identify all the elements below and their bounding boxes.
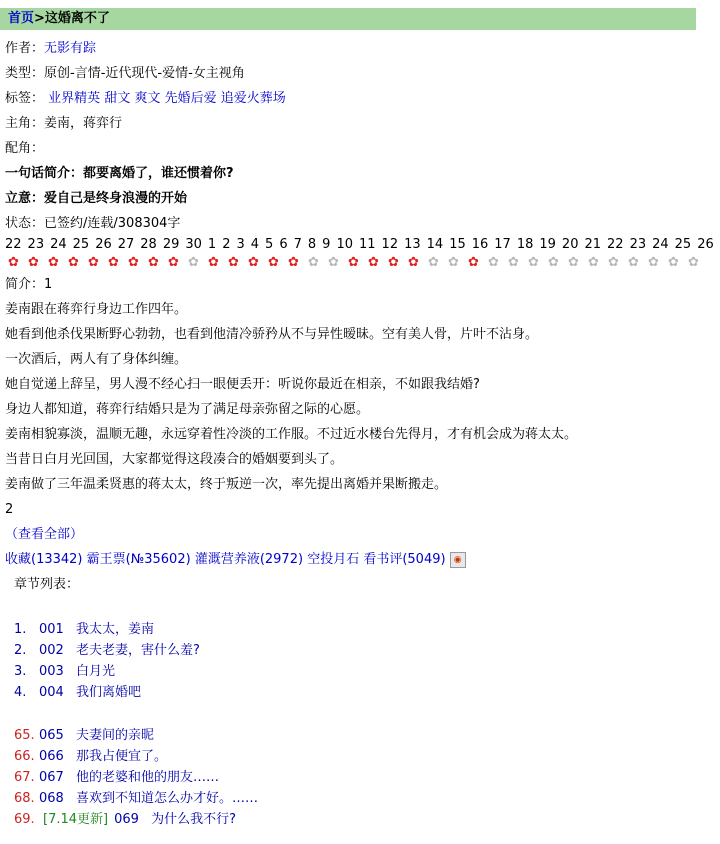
- calendar-day: 10: [336, 237, 353, 252]
- flower-updated-icon: ✿: [368, 255, 379, 270]
- calendar-day: 25: [674, 237, 692, 252]
- intro-paragraph: 她自觉递上辞呈，男人漫不经心扫一眼便丢开：听说你最近在相亲，不如跟我结婚?: [5, 377, 480, 392]
- intro-paragraph: 姜南相貌寡淡，温顺无趣，永远穿着性冷淡的工作服。不过近水楼台先得月，才有机会成为蒋太太。: [5, 427, 578, 442]
- chapter-code[interactable]: 003: [39, 664, 64, 679]
- calendar-day: 22: [607, 237, 624, 252]
- chapter-list-bottom: [0, 725, 696, 830]
- flower-updated-icon: ✿: [108, 255, 119, 270]
- flower-empty-icon: ✿: [548, 255, 559, 270]
- flower-updated-icon: ✿: [208, 255, 219, 270]
- calendar-day: 24: [50, 237, 67, 252]
- calendar-day: 1: [207, 237, 217, 252]
- concept: 立意：爱自己是终身浪漫的开始: [5, 191, 188, 206]
- flower-updated-icon: ✿: [68, 255, 79, 270]
- calendar-day: 6: [279, 237, 288, 252]
- support-row: [0, 136, 696, 161]
- author-label: 作者：: [5, 41, 45, 56]
- chapter-title-link[interactable]: 为什么我不行?: [151, 812, 236, 827]
- calendar-day: 28: [140, 237, 157, 252]
- breadcrumb: [0, 8, 696, 30]
- flower-updated-icon: ✿: [88, 255, 99, 270]
- calendar-day: 8: [307, 237, 317, 252]
- chapter-row[interactable]: [0, 809, 696, 830]
- calendar-day: 15: [449, 237, 466, 252]
- chapter-code[interactable]: 001: [39, 622, 64, 637]
- flower-empty-icon: ✿: [648, 255, 659, 270]
- chapter-number: 69.: [14, 812, 35, 827]
- tag-link[interactable]: 追爱火葬场: [220, 91, 286, 106]
- chapter-row[interactable]: [0, 746, 696, 767]
- overlord-votes-link[interactable]: 霸王票(№35602): [86, 552, 191, 567]
- flower-empty-icon: ✿: [588, 255, 599, 270]
- flower-empty-icon: ✿: [488, 255, 499, 270]
- chapter-row[interactable]: [0, 788, 696, 809]
- chapter-number: 65.: [14, 728, 35, 743]
- calendar-day: 25: [72, 237, 90, 252]
- calendar-day: 11: [359, 237, 376, 252]
- one-line-summary: 一句话简介：都要离婚了，谁还惯着你?: [5, 166, 234, 181]
- chapter-number: 1.: [14, 622, 27, 637]
- lead-row: [0, 111, 696, 136]
- breadcrumb-separator: >: [34, 11, 45, 26]
- genre-label: 类型：: [5, 66, 45, 81]
- calendar-day: 9: [322, 237, 331, 252]
- update-calendar-days: [0, 236, 714, 254]
- chapter-title-link[interactable]: 他的老婆和他的朋友……: [76, 770, 220, 785]
- calendar-day: 26: [95, 237, 112, 252]
- flower-updated-icon: ✿: [128, 255, 139, 270]
- calendar-day: 14: [426, 237, 444, 252]
- flower-updated-icon: ✿: [228, 255, 239, 270]
- flower-empty-icon: ✿: [328, 255, 339, 270]
- calendar-day: 26: [697, 237, 714, 252]
- lead-value: 姜南，蒋弈行: [44, 116, 123, 131]
- flower-updated-icon: ✿: [248, 255, 259, 270]
- calendar-day: 18: [516, 237, 534, 252]
- flower-updated-icon: ✿: [388, 255, 399, 270]
- chapter-number: 2.: [14, 643, 27, 658]
- chapter-title-link[interactable]: 白月光: [76, 664, 116, 679]
- chapter-code[interactable]: 065: [39, 728, 64, 743]
- chapter-row[interactable]: [0, 725, 696, 746]
- flower-empty-icon: ✿: [608, 255, 619, 270]
- chapter-code[interactable]: 004: [39, 685, 64, 700]
- intro-paragraph: 她看到他杀伐果断野心勃勃，也看到他清冷骄矜从不与异性暧昧。空有美人骨，片叶不沾身。: [5, 327, 539, 342]
- flower-updated-icon: ✿: [268, 255, 279, 270]
- chapter-title-link[interactable]: 我们离婚吧: [76, 685, 142, 700]
- calendar-day: 20: [561, 237, 579, 252]
- chapter-row[interactable]: [0, 619, 696, 640]
- tag-link[interactable]: 业界精英: [48, 91, 101, 106]
- calendar-day: 23: [27, 237, 45, 252]
- chapter-number: 3.: [14, 664, 27, 679]
- intro-label: 简介：1: [5, 277, 53, 292]
- flower-updated-icon: ✿: [48, 255, 59, 270]
- chapter-row[interactable]: [0, 767, 696, 788]
- status-row: [0, 211, 696, 236]
- intro-paragraph: 身边人都知道，蒋弈行结婚只是为了满足母亲弥留之际的心愿。: [5, 402, 370, 417]
- genre-row: [0, 61, 696, 86]
- chapter-title-link[interactable]: 夫妻间的亲昵: [76, 728, 155, 743]
- flower-updated-icon: ✿: [168, 255, 179, 270]
- calendar-day: 13: [404, 237, 421, 252]
- calendar-day: 19: [539, 237, 556, 252]
- intro-tail: 2: [5, 502, 14, 517]
- chapter-title-link[interactable]: 喜欢到不知道怎么办才好。……: [76, 791, 259, 806]
- chapter-code[interactable]: 069: [114, 812, 139, 827]
- chapter-code[interactable]: 066: [39, 749, 64, 764]
- intro-body: [0, 297, 696, 497]
- flower-updated-icon: ✿: [8, 255, 19, 270]
- intro-paragraph: 姜南跟在蒋弈行身边工作四年。: [5, 302, 188, 317]
- chapter-code[interactable]: 002: [39, 643, 64, 658]
- chapter-code[interactable]: 067: [39, 770, 64, 785]
- chapter-number: 4.: [14, 685, 27, 700]
- calendar-day: 2: [222, 237, 231, 252]
- flower-empty-icon: ✿: [428, 255, 439, 270]
- support-label: 配角：: [5, 141, 45, 156]
- flower-updated-icon: ✿: [148, 255, 159, 270]
- reviews-link[interactable]: 看书评(5049): [363, 552, 446, 567]
- calendar-day: 3: [236, 237, 245, 252]
- tags-row: [0, 86, 696, 111]
- flower-empty-icon: ✿: [528, 255, 539, 270]
- calendar-day: 29: [162, 237, 180, 252]
- rss-icon[interactable]: ◉: [450, 552, 466, 568]
- flower-empty-icon: ✿: [668, 255, 679, 270]
- calendar-day: 16: [471, 237, 489, 252]
- calendar-day: 17: [494, 237, 511, 252]
- intro-paragraph: 一次酒后，两人有了身体纠缠。: [5, 352, 188, 367]
- tag-link[interactable]: 爽文: [134, 91, 161, 106]
- flower-updated-icon: ✿: [288, 255, 299, 270]
- chapter-list-top: [0, 619, 696, 703]
- intro-paragraph: 当昔日白月光回国，大家都觉得这段凑合的婚姻要到头了。: [5, 452, 344, 467]
- flower-empty-icon: ✿: [628, 255, 639, 270]
- calendar-day: 27: [117, 237, 135, 252]
- view-all-link[interactable]: （查看全部）: [5, 527, 84, 542]
- flower-empty-icon: ✿: [448, 255, 459, 270]
- chapter-row[interactable]: [0, 661, 696, 682]
- author-row: [0, 36, 696, 61]
- nutrient-link[interactable]: 灌溉营养液(2972): [194, 552, 304, 567]
- calendar-day: 12: [381, 237, 399, 252]
- status-label: 状态：: [5, 216, 45, 231]
- tag-link[interactable]: 先婚后爱: [164, 91, 217, 106]
- intro-paragraph: 姜南做了三年温柔贤惠的蒋太太，终于叛逆一次，率先提出离婚并果断搬走。: [5, 477, 448, 492]
- flower-updated-icon: ✿: [348, 255, 359, 270]
- chapter-row[interactable]: [0, 640, 696, 661]
- stats-row: [0, 547, 696, 572]
- lead-label: 主角：: [5, 116, 45, 131]
- flower-updated-icon: ✿: [28, 255, 39, 270]
- chapter-list-label: 章节列表：: [14, 577, 80, 592]
- tag-link[interactable]: 甜文: [104, 91, 131, 106]
- chapter-number: 67.: [14, 770, 35, 785]
- flower-empty-icon: ✿: [568, 255, 579, 270]
- chapter-number: 66.: [14, 749, 35, 764]
- moon-stone-link[interactable]: 空投月石: [307, 552, 360, 567]
- update-calendar-flowers: [0, 254, 699, 272]
- calendar-day: 7: [293, 237, 302, 252]
- favorites-link[interactable]: 收藏(13342): [5, 552, 83, 567]
- chapter-title-link[interactable]: 那我占便宜了。: [76, 749, 168, 764]
- status-value: 已签约/连载/308304字: [44, 216, 181, 231]
- calendar-day: 23: [629, 237, 647, 252]
- genre-value: 原创-言情-近代现代-爱情-女主视角: [44, 66, 245, 81]
- calendar-day: 21: [584, 237, 602, 252]
- calendar-day: 5: [265, 237, 274, 252]
- update-badge: [7.14更新]: [43, 812, 109, 827]
- tags-label: 标签：: [5, 91, 45, 106]
- author-link[interactable]: 无影有踪: [44, 41, 97, 56]
- book-title: 这婚离不了: [44, 11, 110, 26]
- calendar-day: 24: [652, 237, 669, 252]
- chapter-title-link[interactable]: 我太太，姜南: [76, 622, 155, 637]
- flower-empty-icon: ✿: [188, 255, 199, 270]
- flower-updated-icon: ✿: [468, 255, 479, 270]
- flower-updated-icon: ✿: [408, 255, 419, 270]
- chapter-row[interactable]: [0, 682, 696, 703]
- chapter-number: 68.: [14, 791, 35, 806]
- flower-empty-icon: ✿: [508, 255, 519, 270]
- chapter-title-link[interactable]: 老夫老妻，害什么羞?: [76, 643, 200, 658]
- calendar-day: 22: [5, 237, 22, 252]
- chapter-code[interactable]: 068: [39, 791, 64, 806]
- flower-empty-icon: ✿: [688, 255, 699, 270]
- calendar-day: 4: [250, 237, 260, 252]
- calendar-day: 30: [185, 237, 202, 252]
- flower-empty-icon: ✿: [308, 255, 319, 270]
- breadcrumb-home-link[interactable]: 首页: [8, 11, 35, 26]
